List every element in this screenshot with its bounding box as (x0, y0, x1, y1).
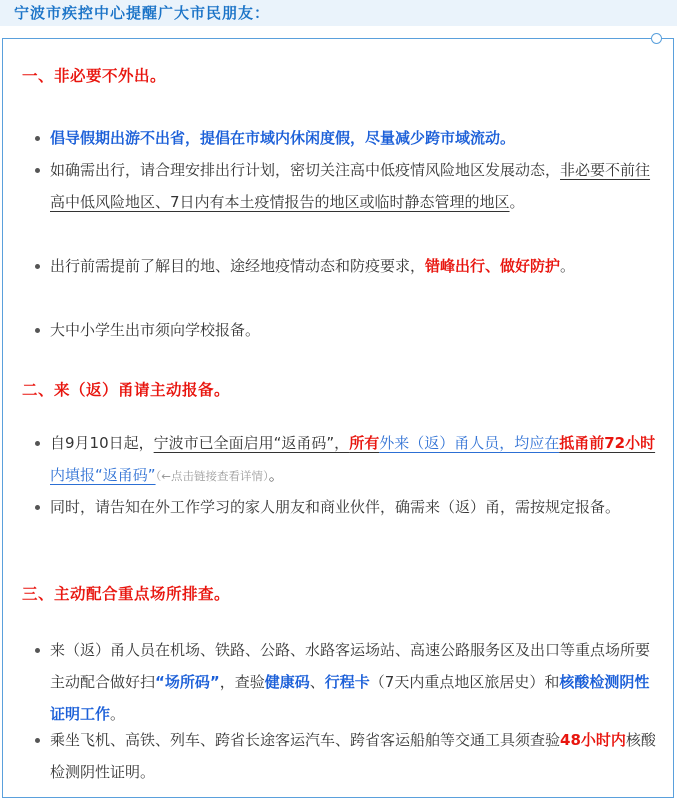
item-text: 。 (110, 705, 126, 723)
item-text: 。 (268, 466, 284, 484)
underlined-text: 宁波市已全面启用“返甬码”， (153, 434, 350, 452)
section-2-heading: 二、来（返）甬请主动报备。 (22, 381, 231, 399)
link-text[interactable]: 外来（返）甬人员，均应在 (379, 434, 560, 452)
section-1-heading: 一、非必要不外出。 (22, 67, 167, 85)
item-text: 、 (309, 673, 325, 691)
frame-ornament-icon (651, 33, 662, 44)
item-text: 大中小学生出市须向学校报备。 (50, 321, 261, 339)
section-2-item-2 (50, 491, 656, 523)
item-text: 乘坐飞机、高铁、列车、跨省长途客运汽车、跨省客运船舶等交通工具须查验 (50, 731, 561, 749)
section-1-item-4 (50, 314, 656, 346)
emphasis-text: 行程卡 (324, 673, 370, 691)
section-2-item-1 (50, 427, 656, 492)
emphasis-text: 健康码 (264, 673, 310, 691)
item-text: 同时，请告知在外工作学习的家人朋友和商业伙伴，确需来（返）甬，需按规定报备。 (50, 498, 621, 516)
item-text: ，查验 (219, 673, 265, 691)
section-3-item-2 (50, 724, 656, 788)
emphasis-text: 所有 (349, 434, 380, 452)
item-text: 自9月10日起， (50, 434, 154, 452)
link-hint: （←点击链接查看详情） (155, 469, 269, 483)
item-text: 核酸检测阴性证明。 (50, 731, 656, 781)
item-text: （7天内重点地区旅居史）和 (369, 673, 560, 691)
fanyongma-link[interactable]: “返甬码” (95, 466, 156, 484)
emphasis-text: 抵甬前72小时 (559, 434, 656, 452)
travel-advice-text: 倡导假期出游不出省，提倡在市域内休闲度假，尽量减少跨市域流动。 (50, 129, 516, 147)
emphasis-text: 核酸检测阴性证明工作 (50, 673, 650, 723)
item-text: 。 (509, 193, 525, 211)
section-1-item-3 (50, 250, 656, 282)
item-text: 来（返）甬人员在机场、铁路、公路、水路客运场站、高速公路服务区及出口等重点场所要主动配合做好扫 (50, 641, 651, 691)
item-text: 如确需出行，请合理安排出行计划，密切关注高中低疫情风险地区发展动态， (50, 161, 561, 179)
link-text[interactable]: 内填报 (50, 466, 96, 484)
title-bar (0, 0, 677, 26)
emphasis-text: 错峰出行、做好防护 (425, 257, 561, 275)
item-text: 。 (560, 257, 576, 275)
section-3-heading: 三、主动配合重点场所排查。 (22, 585, 231, 603)
emphasis-text: “场所码” (155, 673, 220, 691)
emphasis-text: 48小时内 (560, 731, 626, 749)
section-1-item-1 (50, 122, 656, 154)
item-text: 出行前需提前了解目的地、途经地疫情动态和防疫要求， (50, 257, 426, 275)
section-1-item-2 (50, 154, 656, 218)
section-3-item-1 (50, 634, 656, 730)
page-title: 宁波市疾控中心提醒广大市民朋友： (14, 4, 271, 22)
underlined-text: 非必要不前往高中低风险地区、7日内有本土疫情报告的地区或临时静态管理的地区 (50, 161, 651, 211)
